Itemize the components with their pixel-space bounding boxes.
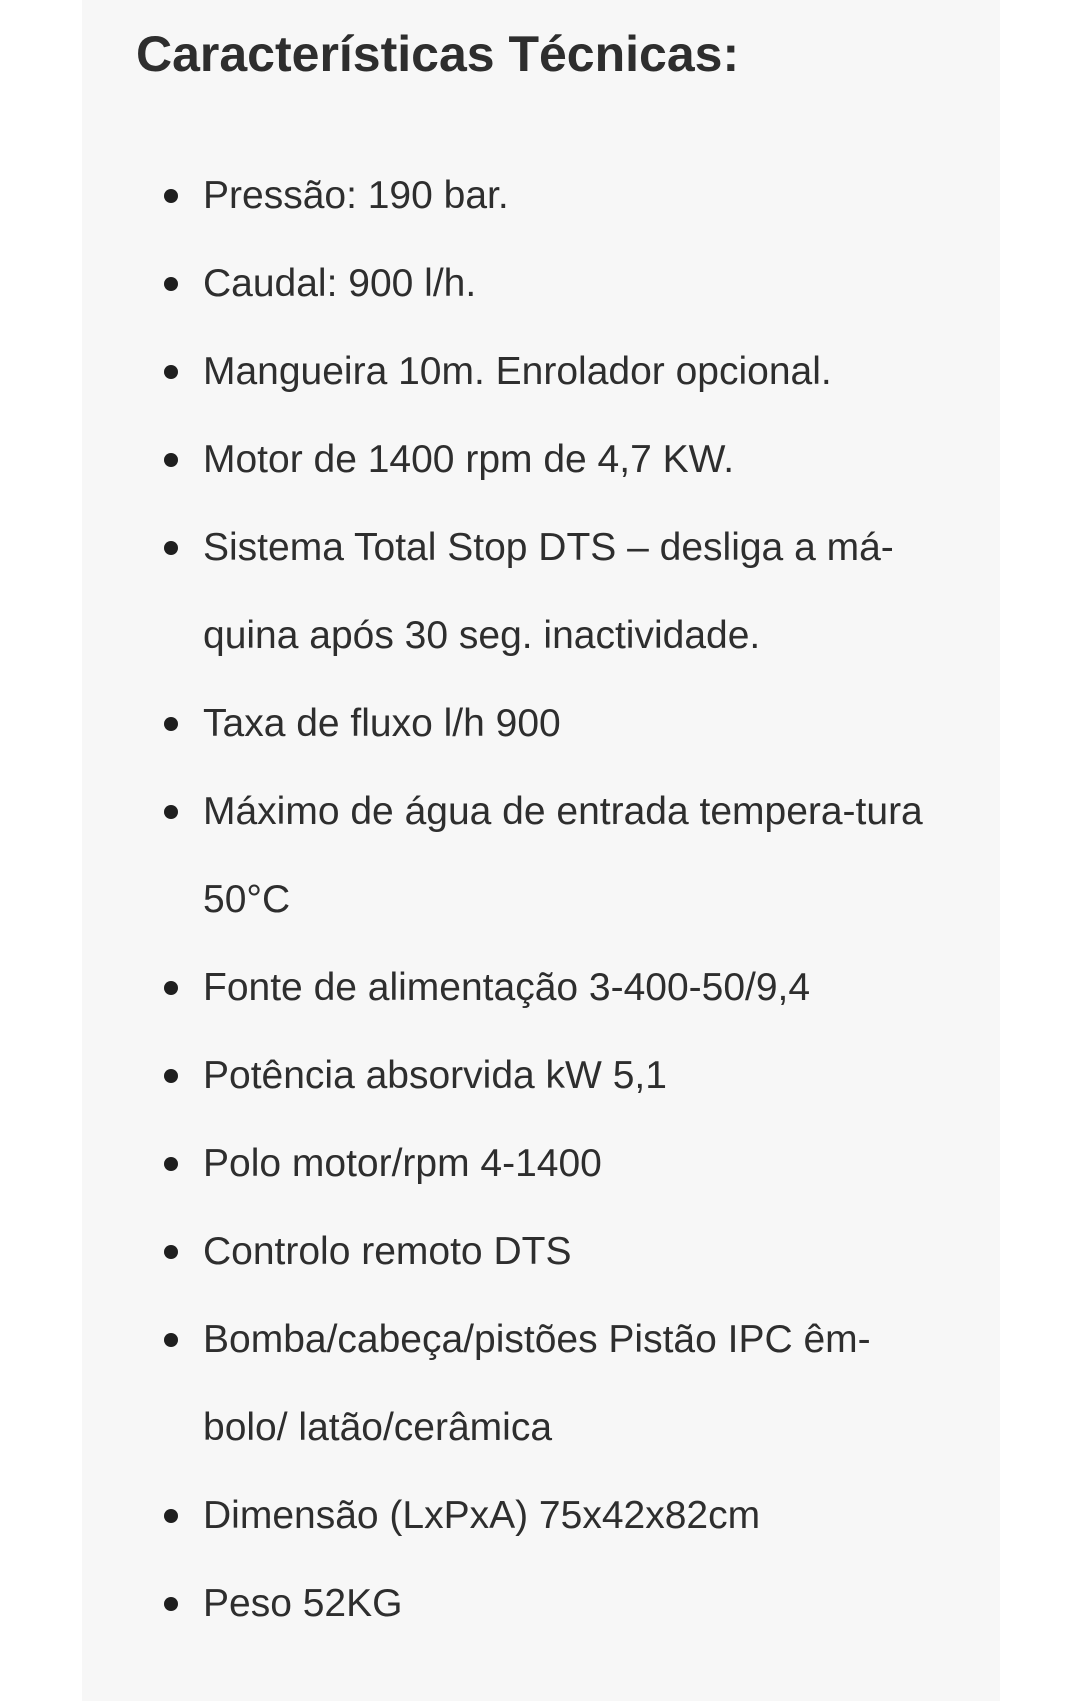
- list-item-text: Taxa de fluxo l/h 900: [203, 702, 561, 745]
- section-title: Características Técnicas:: [136, 26, 740, 82]
- list-item: [163, 768, 953, 944]
- list-item: [163, 240, 953, 328]
- list-item: [163, 152, 953, 240]
- list-item-text: Bomba/cabeça/pistões Pistão IPC êm-bolo/ latão/cerâmica: [203, 1318, 871, 1449]
- list-item: [163, 416, 953, 504]
- bullet-icon: [164, 1157, 178, 1171]
- list-item: [163, 1032, 953, 1120]
- bullet-icon: [164, 805, 178, 819]
- bullet-icon: [164, 981, 178, 995]
- bullet-icon: [164, 1069, 178, 1083]
- list-item: [163, 328, 953, 416]
- bullet-icon: [164, 365, 178, 379]
- list-item-text: Pressão: 190 bar.: [203, 174, 509, 217]
- list-item: [163, 680, 953, 768]
- bullet-icon: [164, 717, 178, 731]
- list-item-text: Mangueira 10m. Enrolador opcional.: [203, 350, 832, 393]
- list-item-text: Fonte de alimentação 3-400-50/9,4: [203, 966, 811, 1009]
- bullet-icon: [164, 1333, 178, 1347]
- list-item: [163, 504, 953, 680]
- list-item: [163, 1560, 953, 1648]
- list-item-text: Motor de 1400 rpm de 4,7 KW.: [203, 438, 735, 481]
- specifications-list: [163, 152, 953, 1648]
- list-item-text: Peso 52KG: [203, 1582, 403, 1625]
- list-item: [163, 1208, 953, 1296]
- list-item-text: Dimensão (LxPxA) 75x42x82cm: [203, 1494, 761, 1537]
- bullet-icon: [164, 1245, 178, 1259]
- list-item: [163, 944, 953, 1032]
- list-item-text: Controlo remoto DTS: [203, 1230, 572, 1273]
- bullet-icon: [164, 1597, 178, 1611]
- bullet-icon: [164, 453, 178, 467]
- list-item-text: Caudal: 900 l/h.: [203, 262, 477, 305]
- bullet-icon: [164, 541, 178, 555]
- list-item: [163, 1472, 953, 1560]
- list-item-text: Máximo de água de entrada tempera-tura 50°C: [203, 790, 923, 921]
- bullet-icon: [164, 1509, 178, 1523]
- list-item: [163, 1296, 953, 1472]
- bullet-icon: [164, 277, 178, 291]
- list-item: [163, 1120, 953, 1208]
- bullet-icon: [164, 189, 178, 203]
- list-item-text: Sistema Total Stop DTS – desliga a má-quina após 30 seg. inactividade.: [203, 526, 894, 657]
- list-item-text: Potência absorvida kW 5,1: [203, 1054, 667, 1097]
- list-item-text: Polo motor/rpm 4-1400: [203, 1142, 602, 1185]
